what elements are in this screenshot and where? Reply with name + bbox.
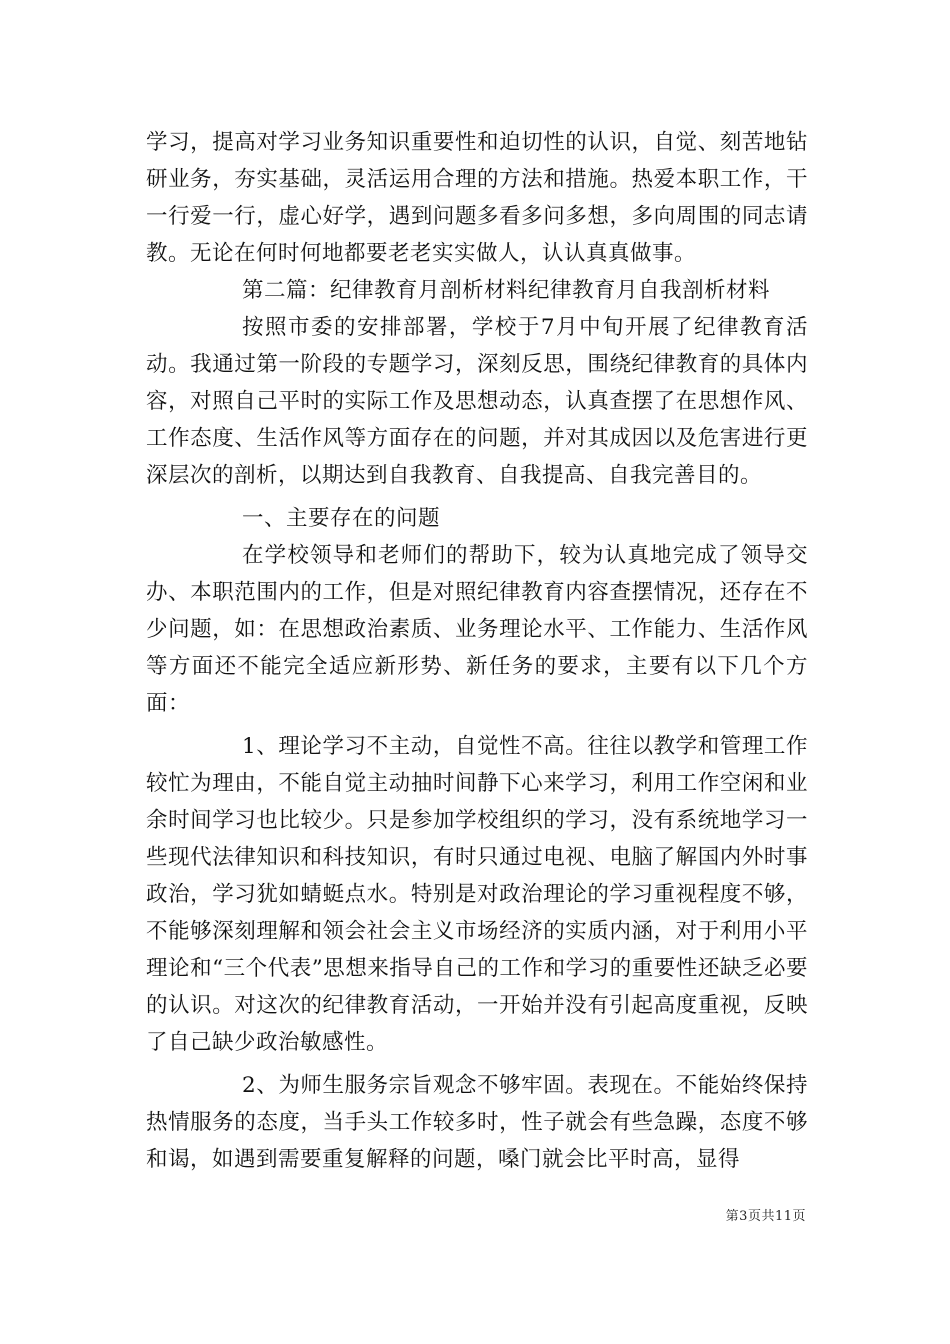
document-body bbox=[146, 124, 808, 1178]
section-heading-second-part: 第二篇：纪律教育月剖析材料纪律教育月自我剖析材料 bbox=[242, 278, 771, 303]
paragraph-point-2: 2、为师生服务宗旨观念不够牢固。表现在。不能始终保持热情服务的态度，当手头工作较多时，性子就会有些急躁，态度不够和谒，如遇到需要重复解释的问题，嗓门就会比平时高，显得 bbox=[146, 1073, 808, 1172]
page-number-label: 第3页共11页 bbox=[725, 1209, 806, 1224]
page-number-footer bbox=[726, 1205, 806, 1224]
paragraph-point-1: 1、理论学习不主动，自觉性不高。往往以教学和管理工作较忙为理由，不能自觉主动抽时间静下心来学习，利用工作空闲和业余时间学习也比较少。只是参加学校组织的学习，没有系统地学习一些现代法律知识和科技知识，有时只通过电视、电脑了解国内外时事政治，学习犹如蜻蜓点水。特别是对政治理论的学习重视程度不够，不能够深刻理解和领会社会主义市场经济的实质内涵，对于利用小平理论和“三个代表”思想来指导自己的工作和学习的重要性还缺乏必要的认识。对这次的纪律教育活动，一开始并没有引起高度重视，反映了自己缺少政治敏感性。 bbox=[146, 734, 808, 1055]
paragraph-continuation: 学习，提高对学习业务知识重要性和迫切性的认识，自觉、刻苦地钻研业务，夯实基础，灵活运用合理的方法和措施。热爱本职工作，干一行爱一行，虚心好学，遇到问题多看多问多想，多向周围的同志请教。无论在何时何地都要老老实实做人，认认真真做事。 bbox=[146, 130, 808, 266]
paragraph-problems-overview: 在学校领导和老师们的帮助下，较为认真地完成了领导交办、本职范围内的工作，但是对照纪律教育内容查摆情况，还存在不少问题，如：在思想政治素质、业务理论水平、工作能力、生活作风等方面还不能完全适应新形势、新任务的要求，主要有以下几个方面： bbox=[146, 543, 808, 716]
section-heading-main-problems: 一、主要存在的问题 bbox=[242, 506, 441, 531]
paragraph-intro: 按照市委的安排部署，学校于7月中旬开展了纪律教育活动。我通过第一阶段的专题学习，深刻反思，围绕纪律教育的具体内容，对照自己平时的实际工作及思想动态，认真查摆了在思想作风、工作态度、生活作风等方面存在的问题，并对其成因以及危害进行更深层次的剖析，以期达到自我教育、自我提高、自我完善目的。 bbox=[146, 315, 808, 488]
